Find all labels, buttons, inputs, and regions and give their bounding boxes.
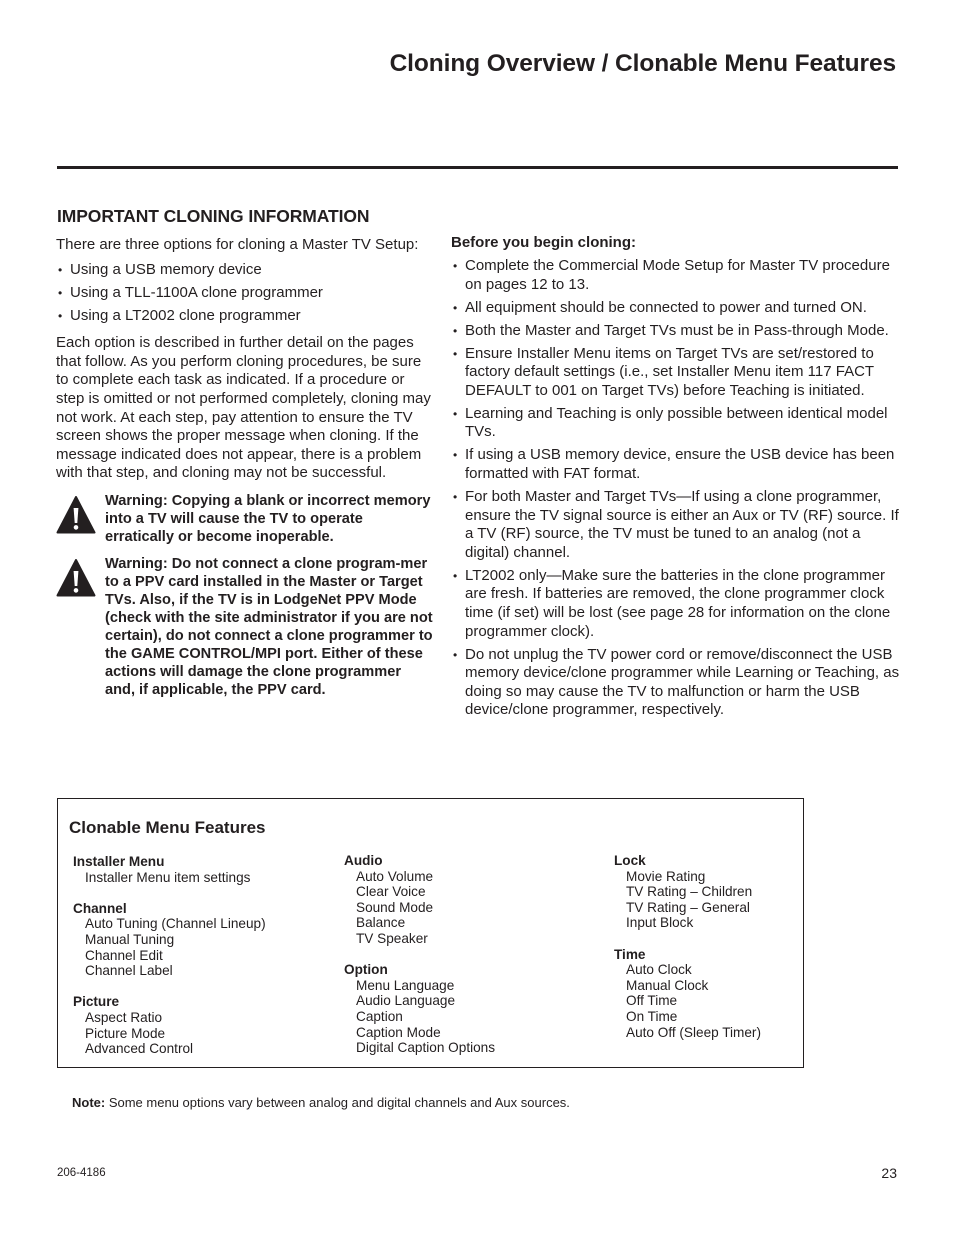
list-item: • Using a TLL-1100A clone programmer <box>56 284 434 303</box>
feature-item: Digital Caption Options <box>356 1040 496 1056</box>
feature-item: Picture Mode <box>85 1025 166 1041</box>
feature-group-heading: Picture <box>73 994 120 1010</box>
header-divider <box>57 166 898 169</box>
feature-item: Audio Language <box>356 993 456 1009</box>
feature-group-picture <box>73 994 266 1056</box>
feature-item: Auto Clock <box>626 962 692 978</box>
feature-group-heading: Audio <box>344 853 383 868</box>
feature-item: Sound Mode <box>356 899 434 915</box>
feature-group-channel <box>73 901 266 979</box>
list-item: • Ensure Installer Menu items on Target TVs are set/restored to factory default settings (i.e., set Installer Menu item 117 FACT DEFAULT to 001 on Target TVs) before Teaching is initiated. <box>451 345 903 401</box>
feature-item: Installer Menu item settings <box>85 869 251 885</box>
feature-group-time <box>614 947 761 1041</box>
feature-item: Balance <box>356 915 406 931</box>
list-item: • Learning and Teaching is only possible between identical model TVs. <box>451 405 903 442</box>
features-column-1 <box>73 854 266 1072</box>
options-intro: There are three options for cloning a Master TV Setup: <box>56 236 419 253</box>
list-item: • LT2002 only—Make sure the batteries in the clone programmer are fresh. If batteries are removed, the clone programmer clock time (if set) will be lost (see page 28 for information on the clone programmer clock). <box>451 567 903 641</box>
feature-item: Auto Tuning (Channel Lineup) <box>85 916 266 932</box>
warning-text: Warning: Copying a blank or incorrect memory into a TV will cause the TV to operate erratically or become inoperable. <box>105 492 431 545</box>
list-item: • All equipment should be connected to power and turned ON. <box>451 299 903 318</box>
feature-item: Channel Edit <box>85 947 163 963</box>
page-title: Cloning Overview / Clonable Menu Features <box>389 50 896 77</box>
feature-item: TV Speaker <box>356 930 428 946</box>
feature-item: Movie Rating <box>626 868 706 884</box>
feature-item: Off Time <box>626 993 678 1009</box>
feature-item: Auto Volume <box>356 868 434 884</box>
list-item: • If using a USB memory device, ensure the USB device has been formatted with FAT format. <box>451 446 903 483</box>
features-title: Clonable Menu Features <box>69 818 266 837</box>
details-paragraph: Each option is described in further detail on the pages that follow. As you perform cloning procedures, be sure to complete each task as indicated. If a procedure or step is omitted or not performed completely, cloning may not work. At each step, pay attention to ensure the TV screen shows the proper message when cloning. If the message indicated does not appear, there is a problem with that step, and cloning may not be successful. <box>56 334 431 482</box>
feature-item: Channel Label <box>85 963 173 979</box>
warning-triangle-icon <box>56 558 96 598</box>
page-number: 23 <box>881 1165 897 1181</box>
warning-block <box>56 492 434 546</box>
feature-group-option <box>344 962 495 1056</box>
note-text: Some menu options vary between analog and digital channels and Aux sources. <box>105 1095 570 1110</box>
feature-group-heading: Option <box>344 962 388 978</box>
cloning-options-list <box>56 261 434 326</box>
features-column-2 <box>344 853 495 1071</box>
feature-group-installer-menu <box>73 854 266 885</box>
feature-item: Auto Off (Sleep Timer) <box>626 1024 761 1040</box>
important-info-column <box>56 206 434 699</box>
list-item: • Do not unplug the TV power cord or remove/disconnect the USB memory device/clone programmer while Learning or Teaching, as doing so may cause the TV to malfunction or harm the USB device/clone programmer, respectively. <box>451 646 903 720</box>
feature-item: Manual Tuning <box>85 931 175 947</box>
feature-group-audio <box>344 853 495 947</box>
feature-item: Caption <box>356 1008 403 1024</box>
feature-item: Aspect Ratio <box>85 1009 163 1025</box>
feature-item: Advanced Control <box>85 1041 194 1057</box>
warning-block <box>56 555 434 699</box>
feature-item: Caption Mode <box>356 1024 441 1040</box>
feature-item: Menu Language <box>356 977 455 993</box>
feature-item: TV Rating – General <box>626 899 750 915</box>
list-item: • Complete the Commercial Mode Setup for Master TV procedure on pages 12 to 13. <box>451 257 903 294</box>
feature-item: Input Block <box>626 915 694 931</box>
feature-item: TV Rating – Children <box>626 884 753 900</box>
feature-item: Clear Voice <box>356 884 426 900</box>
document-number: 206-4186 <box>57 1167 106 1179</box>
list-item: • Using a LT2002 clone programmer <box>56 307 434 326</box>
list-item: • For both Master and Target TVs—If using a clone programmer, ensure the TV signal source is either an Aux or TV (RF) source. If a TV (RF) source, the TV must be tuned to an analog (not a digital) channel. <box>451 488 903 562</box>
list-item: • Both the Master and Target TVs must be in Pass-through Mode. <box>451 322 903 341</box>
warning-text: Warning: Do not connect a clone program-mer to a PPV card installed in the Master or Target TVs. Also, if the TV is in LodgeNet PPV Mode (check with the site administrator if you are not certain), do not connect a clone programmer to the GAME CONTROL/MPI port. Either of these actions will damage the clone programmer and, if applicable, the PPV card. <box>105 555 433 698</box>
clonable-features-box <box>57 798 804 1068</box>
feature-group-heading: Installer Menu <box>73 854 165 869</box>
feature-group-heading: Lock <box>614 853 646 868</box>
important-heading: IMPORTANT CLONING INFORMATION <box>57 206 370 226</box>
footnote <box>72 1094 570 1113</box>
feature-group-lock <box>614 853 761 931</box>
feature-group-heading: Time <box>614 946 646 962</box>
before-steps-list <box>451 257 903 720</box>
feature-item: On Time <box>626 1008 678 1024</box>
feature-group-heading: Channel <box>73 900 127 916</box>
before-heading: Before you begin cloning: <box>451 234 637 251</box>
warning-triangle-icon <box>56 495 96 535</box>
list-item: • Using a USB memory device <box>56 261 434 280</box>
note-label: Note: <box>72 1095 106 1110</box>
features-column-3 <box>614 853 761 1056</box>
before-cloning-column <box>451 234 903 724</box>
feature-item: Manual Clock <box>626 977 709 993</box>
